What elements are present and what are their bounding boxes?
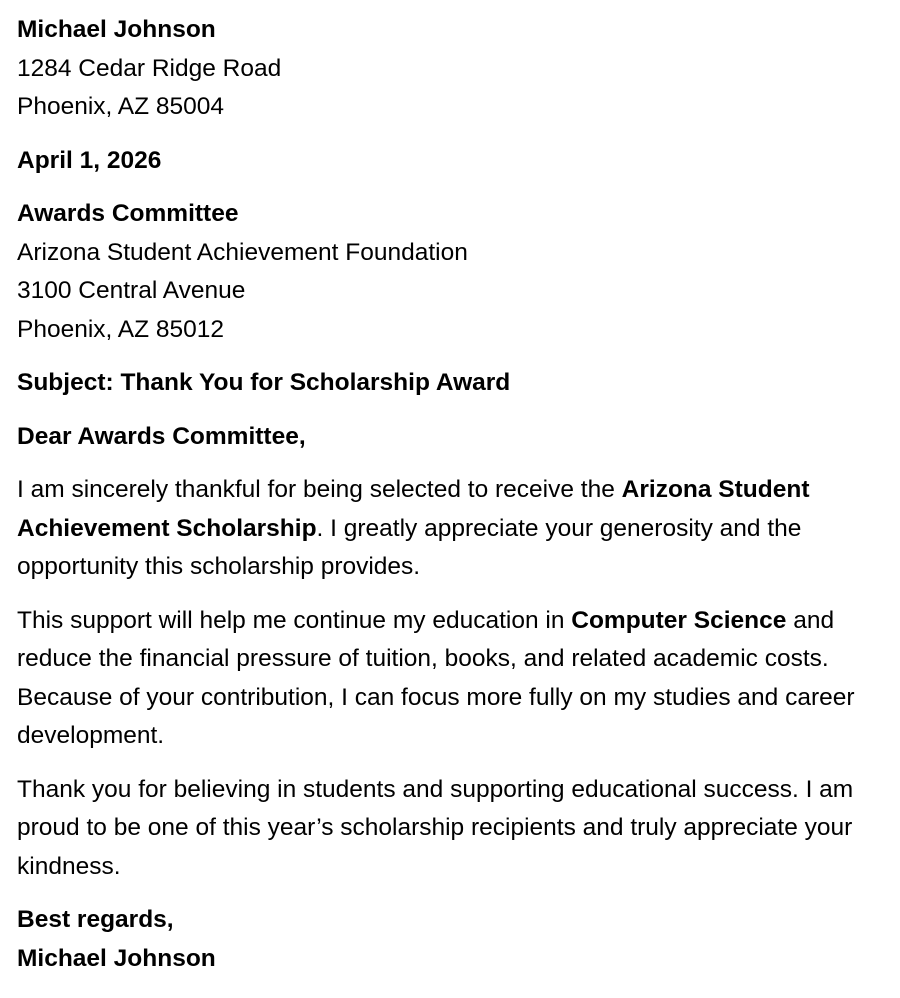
recipient-organization: Arizona Student Achievement Foundation	[17, 238, 468, 266]
body-text: This support will help me continue my education in	[17, 606, 572, 634]
body-paragraph	[17, 471, 872, 587]
recipient-address-line2: Phoenix, AZ 85012	[17, 315, 225, 343]
closing-phrase: Best regards,	[17, 906, 174, 933]
sender-address-line2: Phoenix, AZ 85004	[17, 93, 225, 120]
body-text-bold: Arizona Student Achievement Scholarship	[17, 476, 810, 542]
closing-block	[17, 901, 872, 978]
subject-line: Subject: Thank You for Scholarship Award	[17, 369, 511, 396]
body-text: and reduce the financial pressure of tuition, books, and related academic costs. Because of your contribution, I can focus more fully on my studies and career development.	[17, 606, 855, 749]
recipient-address-line1: 3100 Central Avenue	[17, 277, 246, 304]
sender-block	[17, 11, 872, 127]
signature-name: Michael Johnson	[17, 944, 216, 972]
sender-name: Michael Johnson	[17, 16, 216, 43]
body-text-bold: Computer Science	[571, 606, 787, 634]
letter-date: April 1, 2026	[17, 146, 162, 174]
sender-address-line1: 1284 Cedar Ridge Road	[17, 54, 282, 82]
body-paragraphs	[17, 471, 872, 886]
recipient-block	[17, 195, 872, 349]
body-paragraph	[17, 771, 872, 887]
body-text: I am sincerely thankful for being selected to receive the	[17, 476, 622, 503]
body-text: . I greatly appreciate your generosity and the opportunity this scholarship provides.	[17, 514, 802, 580]
recipient-name: Awards Committee	[17, 200, 239, 227]
body-paragraph	[17, 602, 872, 756]
body-text: Thank you for believing in students and supporting educational success. I am proud to be one of this year’s scholarship recipients and truly appreciate your kindness.	[17, 775, 854, 880]
salutation: Dear Awards Committee,	[17, 422, 306, 450]
